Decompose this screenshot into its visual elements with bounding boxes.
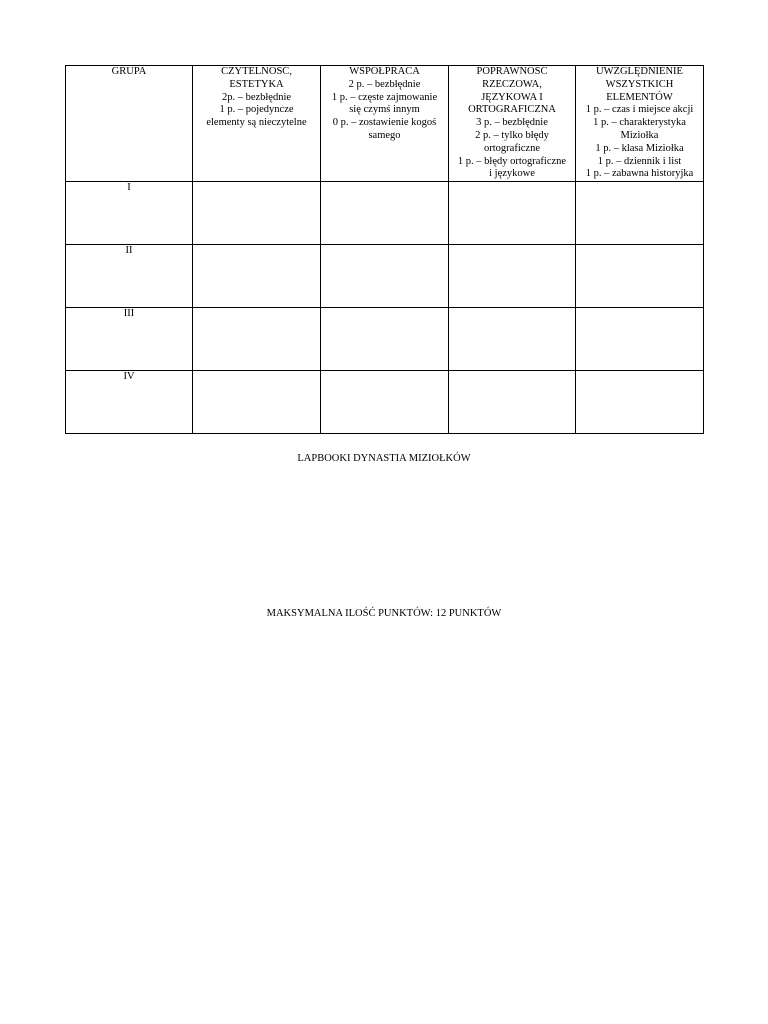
score-cell: [576, 308, 704, 371]
max-points-note: MAKSYMALNA ILOŚĆ PUNKTÓW: 12 PUNKTÓW: [266, 608, 502, 619]
column-heading-line: RZECZOWA,: [482, 78, 542, 90]
group-rows: [66, 182, 704, 434]
header-cell-wspolpraca: [321, 66, 449, 182]
header-row: [66, 66, 704, 182]
score-cell: [321, 371, 449, 434]
column-heading-line: UWZGLĘDNIENIE: [596, 66, 683, 77]
scoring-criterion: i językowe: [489, 168, 535, 180]
column-heading-line: CZYTELNOŚĆ,: [221, 66, 292, 77]
group-label: I: [66, 182, 193, 245]
group-label: II: [66, 245, 193, 308]
scoring-criterion: 1 p. – klasa Miziołka: [595, 142, 684, 154]
scoring-criterion: Miziołka: [620, 129, 659, 141]
score-cell: [193, 371, 321, 434]
table-row: [66, 182, 704, 245]
header-cell-uwzglednienie: [576, 66, 704, 182]
column-heading-line: WSPÓŁPRACA: [349, 66, 420, 77]
scoring-criterion: 1 p. – charakterystyka: [593, 117, 686, 129]
scoring-criterion: 1 p. – czas i miejsce akcji: [585, 104, 694, 116]
column-heading-line: POPRAWNOŚĆ: [476, 66, 548, 77]
scoring-criterion: 1 p. – zabawna historyjka: [585, 168, 694, 180]
scoring-criterion: się czymś innym: [349, 104, 420, 116]
column-heading-line: ORTOGRAFICZNA: [468, 104, 556, 116]
scoring-criterion: elementy są nieczytelne: [206, 117, 307, 129]
score-cell: [449, 245, 576, 308]
score-cell: [576, 371, 704, 434]
score-cell: [193, 308, 321, 371]
score-cell: [449, 308, 576, 371]
score-cell: [576, 182, 704, 245]
score-cell: [321, 245, 449, 308]
score-cell: [193, 182, 321, 245]
score-cell: [321, 308, 449, 371]
header-cell-poprawnosc: [449, 66, 576, 182]
table-row: [66, 371, 704, 434]
column-heading-line: ELEMENTÓW: [606, 91, 673, 103]
scoring-criterion: 1 p. – częste zajmowanie: [331, 91, 438, 103]
group-label: III: [66, 308, 193, 371]
score-cell: [321, 182, 449, 245]
table-row: [66, 245, 704, 308]
column-heading-line: ESTETYKA: [229, 78, 284, 90]
scoring-criterion: 1 p. – pojedyncze: [219, 104, 294, 116]
header-cell-czytelnosc: [193, 66, 321, 182]
grading-table: [65, 65, 704, 434]
score-cell: [193, 245, 321, 308]
score-cell: [449, 182, 576, 245]
scoring-criterion: 2 p. – bezbłędnie: [348, 78, 421, 90]
header-cell-grupa: [66, 66, 193, 182]
column-heading-line: WSZYSTKICH: [605, 78, 674, 90]
score-cell: [576, 245, 704, 308]
score-cell: [449, 371, 576, 434]
column-heading-line: GRUPA: [111, 66, 147, 77]
scoring-criterion: 1 p. – błędy ortograficzne: [457, 155, 567, 167]
scoring-criterion: 3 p. – bezbłędnie: [476, 117, 548, 129]
table-row: [66, 308, 704, 371]
scoring-criterion: samego: [368, 129, 401, 141]
document-title: LAPBOOKI DYNASTIA MIZIOŁKÓW: [297, 453, 471, 464]
scoring-criterion: ortograficzne: [484, 142, 540, 154]
scoring-criterion: 2 p. – tylko błędy: [475, 129, 549, 141]
group-label: IV: [66, 371, 193, 434]
scoring-criterion: 2p. – bezbłędnie: [221, 91, 292, 103]
scoring-criterion: 1 p. – dziennik i list: [597, 155, 682, 167]
scoring-criterion: 0 p. – zostawienie kogoś: [332, 117, 437, 129]
column-heading-line: JĘZYKOWA I: [481, 91, 543, 103]
